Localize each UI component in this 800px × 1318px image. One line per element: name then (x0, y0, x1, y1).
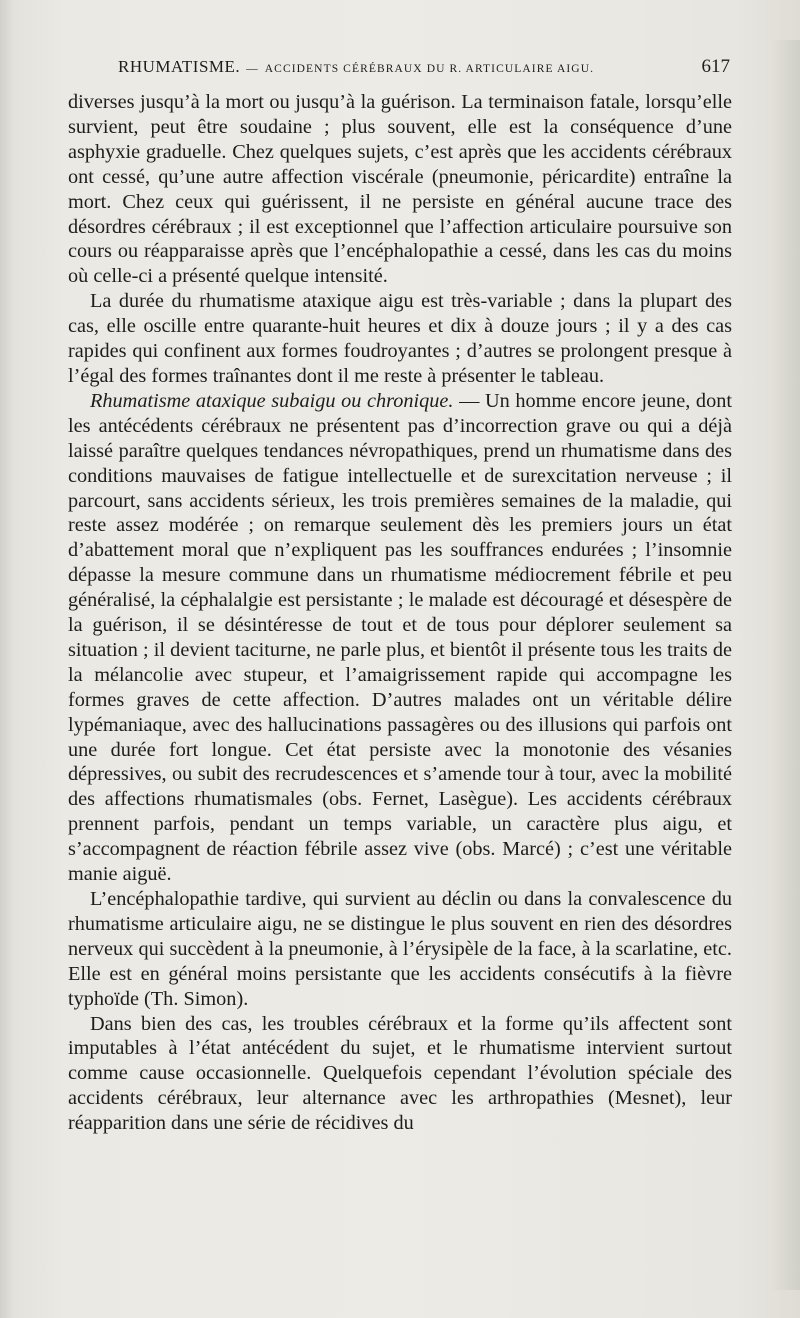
paragraph-subacute-form (68, 389, 732, 887)
paragraph-text: diverses jusqu’à la mort ou jusqu’à la guérison. La terminaison fatale, lorsqu’elle survient, peut être soudaine ; plus souvent, elle est la conséquence d’une asphyxie graduelle. Chez quelques sujets, c’est après que les accidents cérébraux ont cessé, qu’une autre affection viscérale (pneumonie, péricardite) entraîne la mort. Chez ceux qui guérissent, il ne persiste en général aucune trace des désordres cérébraux ; il est exceptionnel que l’affection articulaire poursuive son cours ou réapparaisse après que l’encéphalopathie a cessé, dans les cas du moins où celle-ci a présenté quelque intensité. (68, 91, 732, 288)
running-head-dash: — (246, 63, 259, 75)
section-lead-italic: Rhumatisme ataxique subaigu ou chronique. (90, 389, 454, 412)
paragraph-duration (68, 289, 732, 389)
page-number: 617 (701, 56, 730, 77)
running-head-subtitle: ACCIDENTS CÉRÉBRAUX DU R. ARTICULAIRE AIGU. (264, 63, 595, 75)
body-text (68, 90, 732, 1136)
paragraph-text: L’encéphalopathie tardive, qui survient au déclin ou dans la convalescence du rhumatisme articulaire aigu, ne se distingue le plus souvent en rien des désordres nerveux qui succèdent à la pneumonie, à l’érysipèle de la face, à la scarlatine, etc. Elle est en général moins persistante que les accidents consécutifs à la fièvre typhoïde (Th. Simon). (68, 888, 732, 1010)
paragraph-text: La durée du rhumatisme ataxique aigu est très-variable ; dans la plupart des cas, elle oscille entre quarante-huit heures et dix à douze jours ; il y a des cas rapides qui confinent aux formes foudroyantes ; d’autres se prolongent presque à l’égal des formes traînantes dont il me reste à présenter le tableau. (68, 290, 732, 387)
paragraph-text: Dans bien des cas, les troubles cérébraux et la forme qu’ils affectent sont imputables à l’état antécédent du sujet, et le rhumatisme intervient surtout comme cause occasionnelle. Quelquefois cependant l’évolution spéciale des accidents cérébraux, leur alternance avec les arthropathies (Mesnet), leur réapparition dans une série de récidives du (68, 1012, 732, 1135)
paragraph-text: — Un homme encore jeune, dont les antécédents cérébraux ne présentent pas d’incorrection grave ou qui a déjà laissé paraître quelques tendances névropathiques, prend un rhumatisme dans des conditions mauvaises de fatigue intellectuelle et de surexcitation nerveuse ; il parcourt, sans accidents sérieux, les trois premières semaines de la maladie, qui reste assez modérée ; on remarque seulement dès les premiers jours un état d’abattement moral que n’expliquent pas les souffrances endurées ; l’insomnie dépasse la mesure commune dans un rhumatisme médiocrement fébrile et peu généralisé, la céphalalgie est persistante ; le malade est découragé et désespère de la guérison, il se désintéresse de tout et de tous pour déplorer seulement sa situation ; il devient taciturne, ne parle plus, et bientôt il présente tous les traits de la mélancolie avec stupeur, et l’amaigrissement rapide qui accompagne les formes graves de cette affection. D’autres malades ont un véritable délire lypémaniaque, avec des hallucinations passagères ou des illusions qui parfois ont une durée fort longue. Cet état persiste avec la monotonie des vésanies dépressives, ou subit des recrudescences et s’amende tour à tour, avec la mobilité des affections rhumatismales (obs. Fernet, Lasègue). Les accidents cérébraux prennent parfois, pendant un temps variable, un caractère plus aigu, et s’accompagnent de réaction fébrile assez vive (obs. Marcé) ; c’est une véritable manie aiguë. (68, 389, 732, 886)
paragraph-causes (68, 1012, 732, 1137)
page-edge-shadow-left (0, 0, 14, 1318)
running-header (118, 56, 730, 88)
running-head-title: RHUMATISME. (118, 57, 241, 76)
paragraph-late-encephalopathy (68, 887, 732, 1012)
page-edge-shadow-right (770, 40, 800, 1290)
paragraph-continuation (68, 90, 732, 289)
